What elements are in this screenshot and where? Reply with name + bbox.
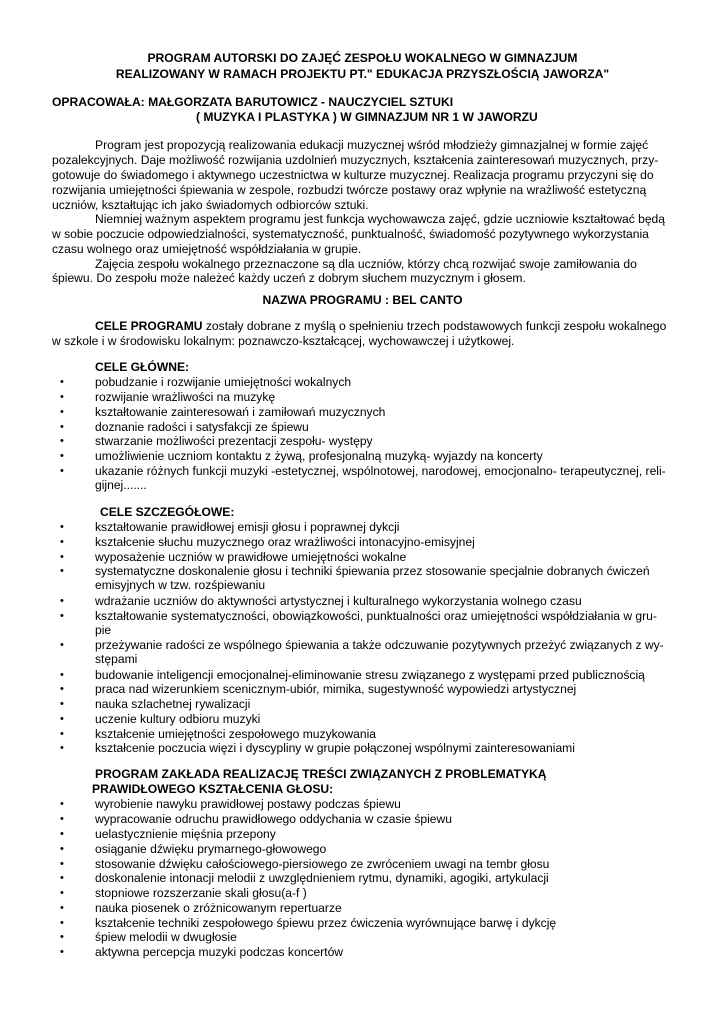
bullet-icon: • <box>60 465 64 477</box>
intro-line: Zajęcia zespołu wokalnego przeznaczone są dla uczniów, którzy chcą rozwijać swoje zamiłowania do <box>95 257 637 271</box>
list-item: kształcenie słuchu muzycznego oraz wrażliwości intonacyjno-emisyjnej <box>95 535 475 549</box>
list-item-continuation: gijnej....... <box>95 478 147 492</box>
list-item: stwarzanie możliwości prezentacji zespołu- występy <box>95 434 373 448</box>
bullet-icon: • <box>60 931 64 943</box>
intro-line: uczniów, kształtując ich jako świadomych odbiorców sztuki. <box>52 198 369 212</box>
bullet-icon: • <box>60 858 64 870</box>
intro-line: Niemniej ważnym aspektem programu jest funkcja wychowawcza zajęć, gdzie uczniowie kształtować będą <box>95 212 666 226</box>
author-line-2: ( MUZYKA I PLASTYKA ) W GIMNAZJUM NR 1 W JAWORZU <box>196 110 538 124</box>
bullet-icon: • <box>60 435 64 447</box>
bullet-icon: • <box>60 639 64 651</box>
document-title-line-1: PROGRAM AUTORSKI DO ZAJĘĆ ZESPOŁU WOKALNEGO W GIMNAZJUM <box>147 51 578 65</box>
bullet-icon: • <box>60 872 64 884</box>
list-item-continuation: stępami <box>95 652 138 666</box>
list-item: przeżywanie radości ze wspólnego śpiewania a także odczuwanie pozytywnych przeżyć związanych z wy- <box>95 638 664 652</box>
list-item: ukazanie różnych funkcji muzyki -estetycznej, wspólnotowej, narodowej, emocjonalno- terapeutycznej, reli- <box>95 464 666 478</box>
bullet-icon: • <box>60 683 64 695</box>
detailed-goals-heading: CELE SZCZEGÓŁOWE: <box>100 505 235 519</box>
list-item: kształtowanie zainteresowań i zamiłowań muzycznych <box>95 405 386 419</box>
main-goals-heading: CELE GŁÓWNE: <box>95 360 190 374</box>
bullet-icon: • <box>60 813 64 825</box>
list-item: wyrobienie nawyku prawidłowej postawy podczas śpiewu <box>95 797 401 811</box>
voice-program-heading-line-1: PROGRAM ZAKŁADA REALIZACJĘ TREŚCI ZWIĄZANYCH Z PROBLEMATYKĄ <box>95 767 547 781</box>
bullet-icon: • <box>60 798 64 810</box>
bullet-icon: • <box>60 450 64 462</box>
list-item: nauka piosenek o zróżnicowanym repertuarze <box>95 901 342 915</box>
intro-line: rozwijania umiejętności śpiewania w zespole, rozbudzi twórcze postawy oraz wpłynie na wrażliwość estetyczną <box>52 183 647 197</box>
bullet-icon: • <box>60 843 64 855</box>
program-name-heading: NAZWA PROGRAMU : BEL CANTO <box>262 293 463 307</box>
goals-intro-line-2: w szkole i w środowisku lokalnym: poznawczo-kształcącej, wychowawczej i użytkowej. <box>52 334 515 348</box>
bullet-icon: • <box>60 551 64 563</box>
list-item: kształcenie techniki zespołowego śpiewu przez ćwiczenia wyrównujące barwę i dykcję <box>95 916 557 930</box>
bullet-icon: • <box>60 828 64 840</box>
goals-intro-bold: CELE PROGRAMU <box>95 319 203 333</box>
list-item: kształcenie poczucia więzi i dyscypliny w grupie połączonej wspólnymi zainteresowaniami <box>95 741 575 755</box>
bullet-icon: • <box>60 536 64 548</box>
bullet-icon: • <box>60 669 64 681</box>
document-title-line-2: REALIZOWANY W RAMACH PROJEKTU PT." EDUKACJA PRZYSZŁOŚCIĄ JAWORZA" <box>115 67 610 81</box>
list-item: kształcenie umiejętności zespołowego muzykowania <box>95 727 376 741</box>
list-item: pobudzanie i rozwijanie umiejętności wokalnych <box>95 375 352 389</box>
bullet-icon: • <box>60 610 64 622</box>
bullet-icon: • <box>60 728 64 740</box>
bullet-icon: • <box>60 946 64 958</box>
list-item-continuation: pie <box>95 623 112 637</box>
list-item: uczenie kultury odbioru muzyki <box>95 712 261 726</box>
intro-line: czasu wolnego oraz umiejętność współdziałania w grupie. <box>52 242 362 256</box>
intro-line: Program jest propozycją realizowania edukacji muzycznej wśród młodzieży gimnazjalnej w formie zajęć <box>95 138 649 152</box>
intro-line: śpiewu. Do zespołu może należeć każdy uczeń z dobrym słuchem muzycznym i głosem. <box>52 271 526 285</box>
list-item: stopniowe rozszerzanie skali głosu(a-f ) <box>95 886 307 900</box>
bullet-icon: • <box>60 421 64 433</box>
bullet-icon: • <box>60 742 64 754</box>
list-item: systematyczne doskonalenie głosu i techniki śpiewania przez stosowanie specjalnie dobranych ćwiczeń <box>95 564 650 578</box>
bullet-icon: • <box>60 406 64 418</box>
list-item: kształtowanie systematyczności, obowiązkowości, punktualności oraz umiejętności współdziałania w gru- <box>95 609 657 623</box>
bullet-icon: • <box>60 565 64 577</box>
bullet-icon: • <box>60 902 64 914</box>
list-item: wyposażenie uczniów w prawidłowe umiejętności wokalne <box>95 550 407 564</box>
author-line-1: OPRACOWAŁA: MAŁGORZATA BARUTOWICZ - NAUCZYCIEL SZTUKI <box>52 95 454 109</box>
bullet-icon: • <box>60 713 64 725</box>
intro-line: gotowuje do świadomego i aktywnego uczestnictwa w kulturze muzycznej. Realizacja programu przyczyni się do <box>52 168 654 182</box>
list-item: aktywna percepcja muzyki podczas koncertów <box>95 945 344 959</box>
list-item: doskonalenie intonacji melodii z uwzględnieniem rytmu, dynamiki, agogiki, artykulacji <box>95 871 549 885</box>
bullet-icon: • <box>60 376 64 388</box>
list-item: wdrażanie uczniów do aktywności artystycznej i kulturalnego wykorzystania wolnego czasu <box>95 594 582 608</box>
bullet-icon: • <box>60 887 64 899</box>
bullet-icon: • <box>60 698 64 710</box>
list-item: wypracowanie odruchu prawidłowego oddychania w czasie śpiewu <box>95 812 452 826</box>
list-item: uelastycznienie mięśnia przepony <box>95 827 276 841</box>
intro-line: w sobie poczucie odpowiedzialności, systematyczność, punktualność, świadomość pozytywnego wykorzystania <box>52 227 649 241</box>
list-item-continuation: emisyjnych w tzw. rozśpiewaniu <box>95 578 266 592</box>
list-item: osiąganie dźwięku prymarnego-głowowego <box>95 842 327 856</box>
list-item: nauka szlachetnej rywalizacji <box>95 697 251 711</box>
bullet-icon: • <box>60 917 64 929</box>
list-item: budowanie inteligencji emocjonalnej-eliminowanie stresu związanego z występami przed publicznością <box>95 668 645 682</box>
list-item: umożliwienie uczniom kontaktu z żywą, profesjonalną muzyką- wyjazdy na koncerty <box>95 449 543 463</box>
goals-intro-line-1 <box>95 319 666 333</box>
voice-program-heading-line-2: PRAWIDŁOWEGO KSZTAŁCENIA GŁOSU: <box>92 782 334 796</box>
list-item: rozwijanie wrażliwości na muzykę <box>95 390 276 404</box>
bullet-icon: • <box>60 391 64 403</box>
list-item: doznanie radości i satysfakcji ze śpiewu <box>95 420 309 434</box>
list-item: kształtowanie prawidłowej emisji głosu i poprawnej dykcji <box>95 520 400 534</box>
list-item: śpiew melodii w dwugłosie <box>95 930 237 944</box>
list-item: stosowanie dźwięku całościowego-piersiowego ze zwróceniem uwagi na tembr głosu <box>95 857 550 871</box>
intro-line: pozalekcyjnych. Daje możliwość rozwijania uzdolnień muzycznych, kształcenia zainteresowań muzycznych, przy- <box>52 153 659 167</box>
bullet-icon: • <box>60 595 64 607</box>
bullet-icon: • <box>60 521 64 533</box>
list-item: praca nad wizerunkiem scenicznym-ubiór, mimika, sugestywność wypowiedzi artystycznej <box>95 682 577 696</box>
goals-intro-rest: zostały dobrane z myślą o spełnieniu trzech podstawowych funkcji zespołu wokalnego <box>202 319 667 333</box>
